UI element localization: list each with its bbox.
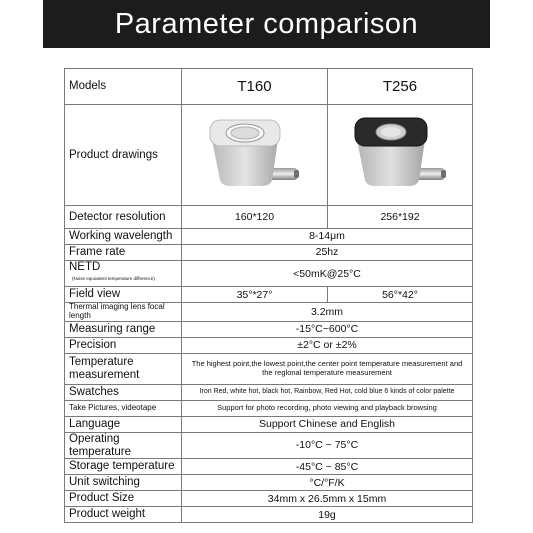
product-image-t160 <box>182 105 328 206</box>
row-label: Product weight <box>65 507 182 523</box>
table-row-product-weight <box>65 507 473 523</box>
table-row-operating-temperature <box>65 432 473 458</box>
thermal-camera-t256-image <box>345 110 455 200</box>
table-row-unit-switching <box>65 475 473 491</box>
table-row-detector-resolution <box>65 206 473 229</box>
table-row-precision <box>65 337 473 353</box>
wavelength-value: 8-14μm <box>182 229 473 245</box>
row-label: Swatches <box>65 384 182 400</box>
row-label: Temperature measurement <box>65 353 182 384</box>
row-label <box>65 261 182 287</box>
netd-note: (Noise equivalent temperature difference) <box>72 276 155 282</box>
table-row-frame-rate <box>65 245 473 261</box>
parameter-table <box>64 68 473 523</box>
row-label: Measuring range <box>65 321 182 337</box>
row-label: Take Pictures, videotape <box>65 400 182 416</box>
t160-field-view: 35°*27° <box>182 287 328 303</box>
row-label: Thermal imaging lens focal length <box>65 303 182 322</box>
row-label: Working wavelength <box>65 229 182 245</box>
table-row-working-wavelength <box>65 229 473 245</box>
row-label: Precision <box>65 337 182 353</box>
frame-rate-value: 25hz <box>182 245 473 261</box>
swatches-value: Iron Red, white hot, black hot, Rainbow, Red Hot, cold blue 6 kinds of color palette <box>182 384 473 400</box>
netd-label: NETD <box>69 261 101 273</box>
table-row-focal-length <box>65 303 473 322</box>
focal-length-value: 3.2mm <box>182 303 473 322</box>
row-label: Field view <box>65 287 182 303</box>
netd-value: <50mK@25°C <box>182 261 473 287</box>
t256-resolution: 256*192 <box>328 206 473 229</box>
table-row-take-pictures <box>65 400 473 416</box>
table-row-swatches <box>65 384 473 400</box>
title-banner <box>43 0 490 48</box>
thermal-camera-t160-image <box>200 110 310 200</box>
measuring-range-value: -15°C~600°C <box>182 321 473 337</box>
operating-temperature-value: -10°C ~ 75°C <box>182 432 473 458</box>
temperature-measurement-value: The highest point,the lowest point,the center point temperature measurement and the reglonal temperature measurement <box>182 353 473 384</box>
table-row-measuring-range <box>65 321 473 337</box>
product-image-t256 <box>328 105 473 206</box>
t256-field-view: 56°*42° <box>328 287 473 303</box>
row-label: Operating temperature <box>65 432 182 458</box>
row-label: Product drawings <box>65 105 182 206</box>
table-row-field-view <box>65 287 473 303</box>
table-row-netd <box>65 261 473 287</box>
storage-temperature-value: -45°C ~ 85°C <box>182 459 473 475</box>
product-weight-value: 19g <box>182 507 473 523</box>
take-pictures-value: Support for photo recording, photo viewing and playback browsing <box>182 400 473 416</box>
row-label: Product Size <box>65 491 182 507</box>
table-row-temperature-measurement <box>65 353 473 384</box>
row-label: Storage temperature <box>65 459 182 475</box>
table-row-product-size <box>65 491 473 507</box>
unit-switching-value: °C/°F/K <box>182 475 473 491</box>
row-label: Models <box>65 69 182 105</box>
model-t256-header: T256 <box>328 69 473 105</box>
row-label: Frame rate <box>65 245 182 261</box>
row-label: Unit switching <box>65 475 182 491</box>
table-row-language <box>65 416 473 432</box>
table-row-models <box>65 69 473 105</box>
product-size-value: 34mm x 26.5mm x 15mm <box>182 491 473 507</box>
table-row-product-drawings <box>65 105 473 206</box>
model-t160-header: T160 <box>182 69 328 105</box>
t160-resolution: 160*120 <box>182 206 328 229</box>
row-label: Detector resolution <box>65 206 182 229</box>
page-title: Parameter comparison <box>114 7 419 40</box>
row-label: Language <box>65 416 182 432</box>
language-value: Support Chinese and English <box>182 416 473 432</box>
precision-value: ±2°C or ±2% <box>182 337 473 353</box>
table-row-storage-temperature <box>65 459 473 475</box>
